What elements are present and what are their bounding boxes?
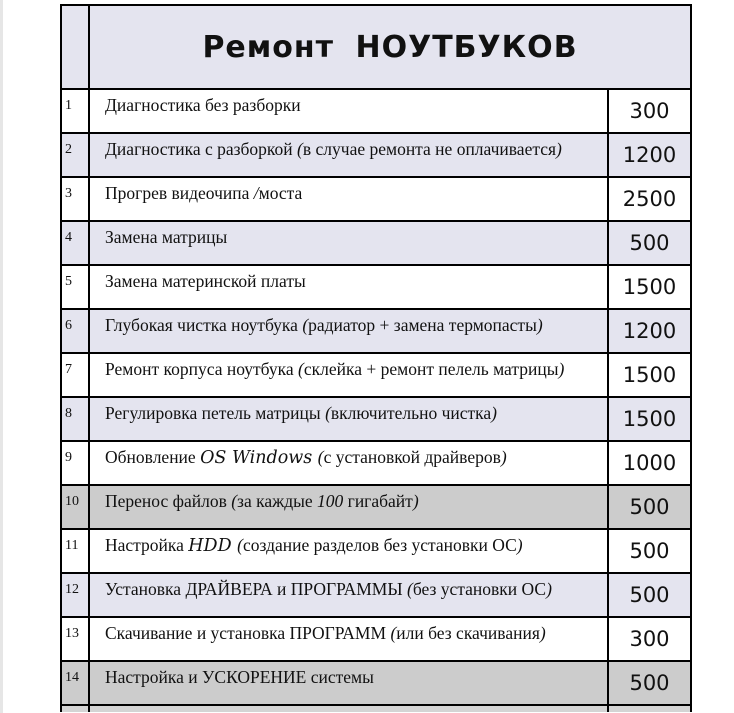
table-row — [61, 133, 691, 177]
service-cell — [89, 309, 608, 353]
row-number-cell: 5 — [61, 265, 89, 309]
service-text-segment: ( — [298, 359, 304, 379]
service-text-segment: ( — [317, 447, 324, 467]
service-text-segment: без установки ОС — [412, 579, 547, 599]
row-number-cell: 12 — [61, 573, 89, 617]
service-text-segment: Установка ДРАЙВЕРА и ПРОГРАММЫ — [105, 579, 407, 599]
service-cell — [89, 573, 608, 617]
service-text-segment: 100 — [317, 491, 344, 511]
service-text-segment: ( — [407, 579, 413, 599]
service-text-segment: ( — [231, 491, 238, 511]
service-text-segment: Настройка и УСКОРЕНИЕ системы — [105, 667, 374, 687]
service-text-segment: гигабайт — [343, 491, 413, 511]
service-text-segment: ) — [539, 623, 546, 643]
row-number-cell: 6 — [61, 309, 89, 353]
service-text-segment: за каждые — [237, 491, 318, 511]
service-text-segment: радиатор + замена термопасты — [308, 315, 537, 335]
service-text-segment: Скачивание и установка ПРОГРАММ — [105, 623, 391, 643]
service-text-segment: в случае ремонта не оплачивается — [302, 139, 557, 159]
table-row — [61, 441, 691, 485]
price-cell: 1500 — [608, 265, 691, 309]
service-text-segment: ( — [237, 535, 243, 555]
table-row — [61, 485, 691, 529]
service-cell — [89, 89, 608, 133]
row-number-cell: 7 — [61, 353, 89, 397]
table-row — [61, 265, 691, 309]
service-text-segment: ( — [325, 403, 331, 423]
service-text-segment: Прогрев видеочипа — [105, 183, 254, 203]
service-text-segment: ) — [546, 579, 552, 599]
price-cell: 1000 — [608, 441, 691, 485]
service-text-segment: Регулировка петель матрицы — [105, 403, 326, 423]
row-number-cell: 10 — [61, 485, 89, 529]
service-cell — [89, 705, 608, 712]
price-cell: 300 — [608, 89, 691, 133]
service-text-segment: Перенос файлов — [105, 491, 232, 511]
service-cell — [89, 485, 608, 529]
service-cell — [89, 221, 608, 265]
service-text-segment: склейка + ремонт пелель матрицы — [303, 359, 559, 379]
service-text-segment: ) — [491, 403, 497, 423]
price-cell: 1200 — [608, 133, 691, 177]
service-cell — [89, 617, 608, 661]
service-cell — [89, 265, 608, 309]
row-number-cell: 14 — [61, 661, 89, 705]
table-row — [61, 573, 691, 617]
price-cell: 2500 — [608, 177, 691, 221]
price-cell: 500 — [608, 485, 691, 529]
price-cell: 500 — [608, 221, 691, 265]
service-text-segment: Настройка — [105, 535, 189, 555]
service-text-segment: моста — [258, 183, 303, 203]
price-cell: 500 — [608, 661, 691, 705]
table-row — [61, 309, 691, 353]
cut-off-row — [61, 705, 691, 712]
row-number-cell: 3 — [61, 177, 89, 221]
page-edge-strip — [0, 0, 3, 713]
table-header-row — [61, 5, 691, 89]
price-cell — [608, 705, 691, 712]
service-cell — [89, 661, 608, 705]
row-number-cell: 11 — [61, 529, 89, 573]
table-row — [61, 221, 691, 265]
table-row — [61, 89, 691, 133]
service-cell — [89, 529, 608, 573]
service-text-segment: создание разделов без установки ОС — [243, 535, 517, 555]
row-number-cell: 13 — [61, 617, 89, 661]
page-title: Ремонт НОУТБУКОВ — [89, 5, 691, 89]
service-text-segment: ( — [302, 315, 309, 335]
row-number-cell: 2 — [61, 133, 89, 177]
service-text-segment: HDD — [188, 536, 238, 556]
service-text-segment: ) — [516, 535, 523, 555]
table-row — [61, 353, 691, 397]
service-text-segment: ) — [556, 139, 562, 159]
service-text-segment: ) — [412, 491, 419, 511]
price-table-body — [61, 5, 691, 712]
service-text-segment: ) — [536, 315, 543, 335]
service-cell — [89, 177, 608, 221]
service-cell — [89, 353, 608, 397]
service-text-segment: Диагностика без разборки — [105, 95, 301, 115]
service-text-segment: OS Windows — [200, 448, 318, 468]
price-cell: 1500 — [608, 397, 691, 441]
table-row — [61, 177, 691, 221]
service-text-segment: Замена материнской платы — [105, 271, 306, 291]
row-number-cell: 1 — [61, 89, 89, 133]
service-text-segment: ) — [500, 447, 507, 467]
service-text-segment: Диагностика с разборкой — [105, 139, 298, 159]
row-number-cell: 9 — [61, 441, 89, 485]
service-text-segment: Глубокая чистка ноутбука — [105, 315, 303, 335]
service-cell — [89, 441, 608, 485]
price-cell: 500 — [608, 529, 691, 573]
price-cell: 500 — [608, 573, 691, 617]
header-number-cell — [61, 5, 89, 89]
row-number-cell: 4 — [61, 221, 89, 265]
table-row — [61, 661, 691, 705]
table-row — [61, 617, 691, 661]
service-text-segment: ) — [558, 359, 565, 379]
row-number-cell: 8 — [61, 397, 89, 441]
price-cell: 1200 — [608, 309, 691, 353]
service-text-segment: ( — [297, 139, 303, 159]
laptop-repair-price-table — [60, 4, 692, 712]
service-text-segment: ( — [390, 623, 397, 643]
service-text-segment: Ремонт корпуса ноутбука — [105, 359, 299, 379]
service-cell — [89, 133, 608, 177]
table-row — [61, 529, 691, 573]
service-cell — [89, 397, 608, 441]
service-text-segment: / — [253, 183, 259, 203]
service-text-segment: или без скачивания — [396, 623, 540, 643]
price-cell: 300 — [608, 617, 691, 661]
service-text-segment: с установкой драйверов — [323, 447, 501, 467]
price-cell: 1500 — [608, 353, 691, 397]
service-text-segment: включительно чистка — [330, 403, 492, 423]
service-text-segment: Обновление — [105, 447, 201, 467]
row-number-cell — [61, 705, 89, 712]
service-text-segment: Замена матрицы — [105, 227, 228, 247]
table-row — [61, 397, 691, 441]
